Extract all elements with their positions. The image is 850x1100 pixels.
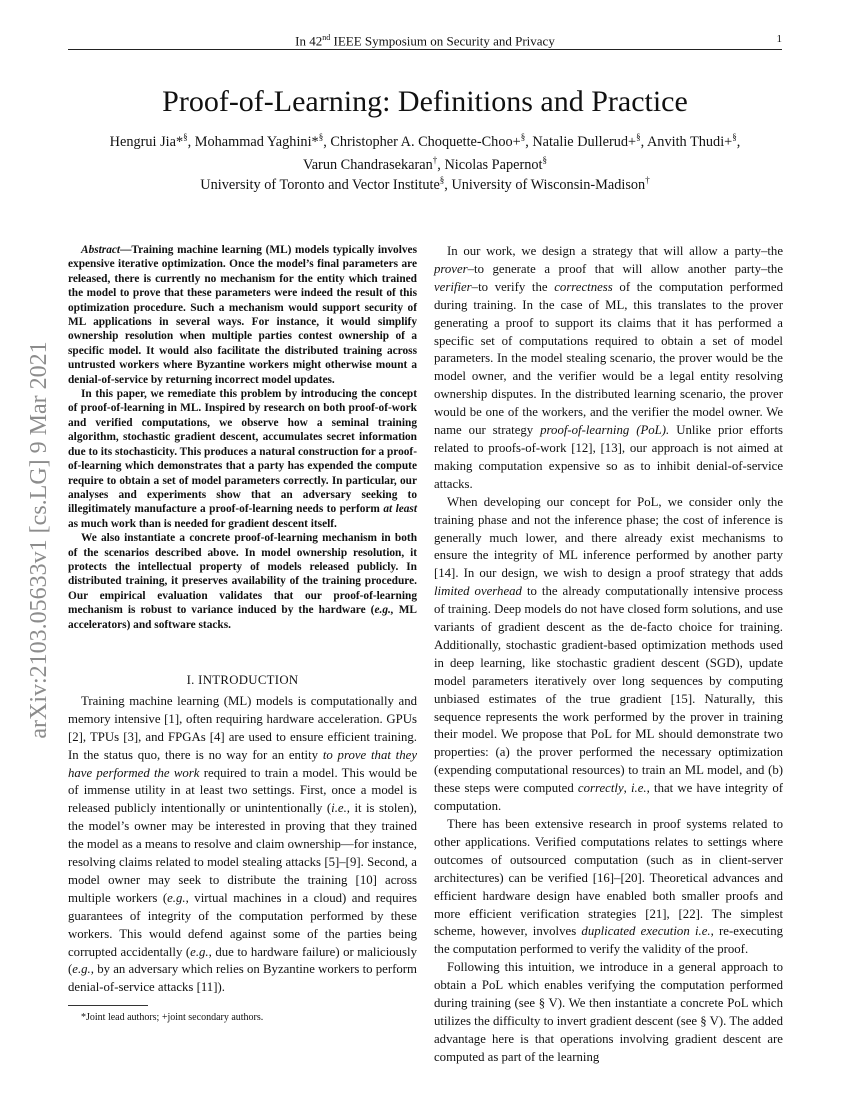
author: Anvith Thudi+ — [646, 133, 733, 150]
author: Natalie Dullerud+ — [532, 133, 637, 150]
right-column — [434, 243, 783, 1067]
left-column — [68, 243, 417, 1024]
abstract: Abstract—Training machine learning (ML) models typically involves expensive iterative optimization. Once the model’s final parameters are released, there is currently no mechanism for the entity which trained the model to prove that these parameters were indeed the result of this optimization procedure. Such a mechanism would support security of ML applications in several ways. For instance, it would simplify ownership resolution when multiple parties contest ownership of a specific model. It would also facilitate the distributed training across untrusted workers where Byzantine workers might otherwise mount a denial-of-service by returning incorrect model updates. In this paper, we remediate this problem by introducing the concept of proof-of-learning in ML. Inspired by research on both proof-of-work and verified computations, we observe how a seminal training algorithm, stochastic gradient descent, accumulates secret information due to its stochasticity. This produces a natural construction for a proof-of-learning which demonstrates that a party has expended the compute require to obtain a set of model parameters correctly. In particular, our analyses and experiments show that an adversary seeking to illegitimately manufacture a proof-of-learning needs to perform at least as much work than is needed for gradient descent itself. We also instantiate a concrete proof-of-learning mechanism in both of the scenarios described above. In model ownership resolution, it protects the intellectual property of models released publicly. In distributed training, it preserves availability of the training procedure. Our empirical evaluation validates that our proof-of-learning mechanism is robust to variance induced by the hardware (e.g., ML accelerators) and software stacks. — [68, 244, 417, 631]
author: Hengrui Jia* — [109, 133, 184, 150]
body-paragraph: There has been extensive research in proof systems related to other applications. Verified computations relates to settings where outcomes of outsourced computation (such as in client-server architectures) can be verified [16]–[20]. Theoretical advances and efficient hardware design have enabled both smaller proofs and more efficient verification strategies [21], [22]. The simplest scheme, however, involves duplicated execution i.e., re-executing the computation performed to verify the validity of the proof. — [434, 817, 783, 957]
body-paragraph: Following this intuition, we introduce in a general approach to obtain a PoL which enables verifying the computation performed during training (see § V). We then instantiate a concrete PoL which utilizes the difficulty to invert gradient descent (see § V). The added advantage here is that operations involving gradient descent are computed as part of the learning — [434, 960, 783, 1064]
section-heading-introduction: I. INTRODUCTION — [186, 672, 299, 687]
intro-paragraph: Training machine learning (ML) models is computationally and memory intensive [1], often requiring hardware acceleration. GPUs [2], TPUs [3], and FPGAs [4] are used to ensure efficient training. In the status quo, there is no way for an entity to prove that they have performed the work required to train a model. This would be of immense utility in at least two settings. First, once a model is released publicly intentionally or unintentionally (i.e., it is stolen), the model’s owner may be interested in proving that they trained the model as a means to resolve and claim ownership—for instance, resolving claims related to model stealing attacks [5]–[9]. Second, a model owner may seek to distribute the training [10] across multiple workers (e.g., virtual machines in a cloud) and requires guarantees of integrity of the computation performed by these workers. This would defend against some of the parties being corrupted accidentally (e.g., due to hardware failure) or maliciously (e.g., by an adversary which relies on Byzantine workers to perform denial-of-service attacks [11]). — [68, 693, 417, 995]
footnote: *Joint lead authors; +joint secondary authors. — [81, 1012, 264, 1024]
footnote-rule — [68, 1005, 148, 1006]
body-paragraph: When developing our concept for PoL, we consider only the training phase and not the inference phase; the cost of inference is generally much lower, and there already exist mechanisms to ensure the integrity of ML inference performed by another party [14]. In our design, we wish to design a proof strategy that adds limited overhead to the already computationally intensive process of training. Deep models do not have closed form solutions, and use variants of gradient descent as the de-facto choice for training. Additionally, stochastic gradient-based optimization methods used in deep learning, like stochastic gradient descent (SGD), update model parameters iteratively over long sequences by computing unbiased estimates of the true gradient [15]. Naturally, this sequence represents the work performed by the prover in training their model. We propose that PoL for ML should demonstrate two properties: (a) the prover performed the necessary optimization (expending computational resources) to train an ML model, and (b) these steps were computed correctly, i.e., that we have integrity of computation. — [434, 494, 783, 814]
author: Mohammad Yaghini* — [194, 133, 319, 150]
author: Christopher A. Choquette-Choo+ — [330, 133, 521, 150]
body-paragraph: In our work, we design a strategy that will allow a party–the prover–to generate a proof that will allow another party–the verifier–to verify the correctness of the computation performed during training. In the case of ML, this translates to the prover generating a proof to support its claims that it has performed a specific set of computations required to obtain a set of model parameters. In the model stealing scenario, the prover would be the model owner, and the verifier would be a legal entity resolving ownership disputes. In the distributed learning scenario, the prover would be one of the workers, and the verifier the model owner. We name our strategy proof-of-learning (PoL). Unlike prior efforts related to proofs-of-work [12], [13], our approach is not aimed at making computation expensive so as to inhibit denial-of-service attacks. — [434, 244, 784, 491]
author-list: Hengrui Jia*§, Mohammad Yaghini*§, Christopher A. Choquette-Choo+§, Natalie Dullerud+§, Anvith Thudi+§, Varun Chandrasekaran†, Nicolas Papernot§ — [109, 132, 741, 173]
author: Nicolas Papernot — [444, 156, 543, 173]
page-number: 1 — [776, 33, 782, 45]
affiliations: University of Toronto and Vector Institute§, University of Wisconsin-Madison† — [200, 175, 650, 193]
venue-line: In 42nd IEEE Symposium on Security and Privacy — [295, 33, 555, 49]
author: Varun Chandrasekaran — [302, 156, 433, 173]
arxiv-stamp: arXiv:2103.05633v1 [cs.LG] 9 Mar 2021 — [26, 341, 52, 739]
running-header — [68, 33, 782, 50]
paper-title: Proof-of-Learning: Definitions and Practice — [162, 85, 688, 118]
